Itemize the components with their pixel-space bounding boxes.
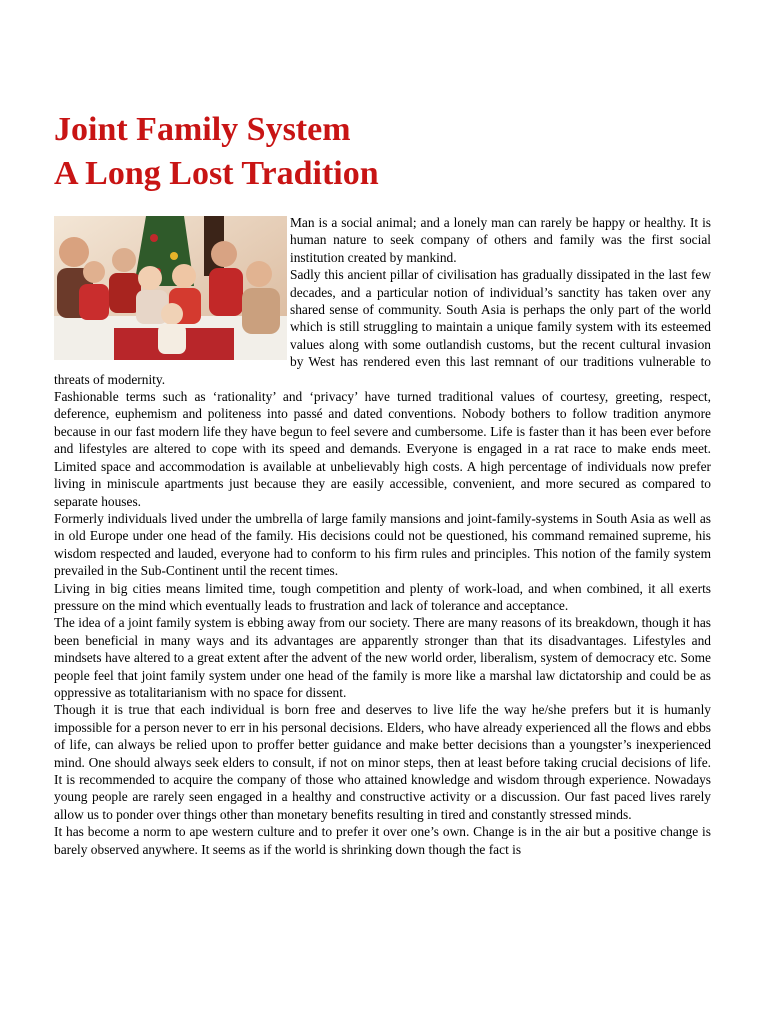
paragraph-6: The idea of a joint family system is ebbing away from our society. There are many reasons of its breakdown, though it has been beneficial in many ways and its advantages are apparently stronger than that its disadvantages. Lifestyles and mindsets have altered to a great extent after the advent of the new world order, liberalism, system of democracy etc. Some people feel that joint family system under one head of the family is more like a marshal law dictatorship and could be as oppressive as totalitarianism with no space for dissent. — [54, 615, 711, 700]
article-body — [54, 214, 711, 858]
title-line-2: A Long Lost Tradition — [54, 155, 379, 192]
document-page — [54, 108, 711, 858]
paragraph-2: Sadly this ancient pillar of civilisation has gradually dissipated in the last few decades, and a particular notion of individual’s sanctity has taken over any shared sense of community. South Asia is perhaps the only part of the world which is still struggling to maintain a unique family system with its esteemed values along with some outlandish customs, but the recent cultural invasion by West has rendered even this last remnant of our traditions vulnerable to threats of modernity. — [54, 267, 711, 387]
paragraph-3: Fashionable terms such as ‘rationality’ and ‘privacy’ have turned traditional values of courtesy, greeting, respect, deference, euphemism and politeness into passé and dated conventions. Nobody bothers to follow tradition anymore because in our fast modern life they have begun to feel severe and cumbersome. Life is faster than it has been ever before and lifestyles are altered to cope with its speed and demands. Everyone is engaged in a rat race to make ends meet. Limited space and accommodation is available at unbelievably high costs. A high percentage of individuals now prefer living in miniscule apartments just because they are easily accessible, convenient, and more secured as compared to separate houses. — [54, 389, 711, 509]
article-title — [54, 108, 711, 196]
paragraph-7: Though it is true that each individual is born free and deserves to live life the way he/she prefers but it is humanly impossible for a person never to err in his personal decisions. Elders, who have already experienced all the flows and ebbs of life, can always be relied upon to proffer better guidance and make better decisions than a youngster’s inexperienced mind. One should always seek elders to consult, if not on minor steps, then at least before taking crucial decisions of life. It is recommended to acquire the company of those who attained knowledge and wisdom through experience. Nowadays young people are rarely seen engaged in a healthy and constructive activity or a discussion. Our fast paced lives rarely allow us to ponder over things other than monetary benefits resulting in tired and constantly stressed minds. — [54, 702, 711, 822]
paragraph-5: Living in big cities means limited time, tough competition and plenty of work-load, and when combined, it all exerts pressure on the mind which eventually leads to frustration and lack of tolerance and acceptance. — [54, 580, 711, 613]
family-photo — [54, 216, 287, 360]
paragraph-4: Formerly individuals lived under the umbrella of large family mansions and joint-family-systems in South Asia as well as in old Europe under one head of the family. His decisions could not be questioned, his command remained supreme, his wisdom respected and lauded, everyone had to conform to his firm rules and principles. This notion of the family system prevailed in the Sub-Continent until the recent times. — [54, 510, 711, 579]
title-line-1: Joint Family System — [54, 111, 351, 148]
paragraph-1: Man is a social animal; and a lonely man can rarely be happy or healthy. It is human nature to seek company of others and family was the first social institution created by mankind. — [290, 215, 711, 265]
paragraph-8: It has become a norm to ape western culture and to prefer it over one’s own. Change is in the air but a positive change is barely observed anywhere. It seems as if the world is shrinking down though the fact is — [54, 824, 711, 857]
